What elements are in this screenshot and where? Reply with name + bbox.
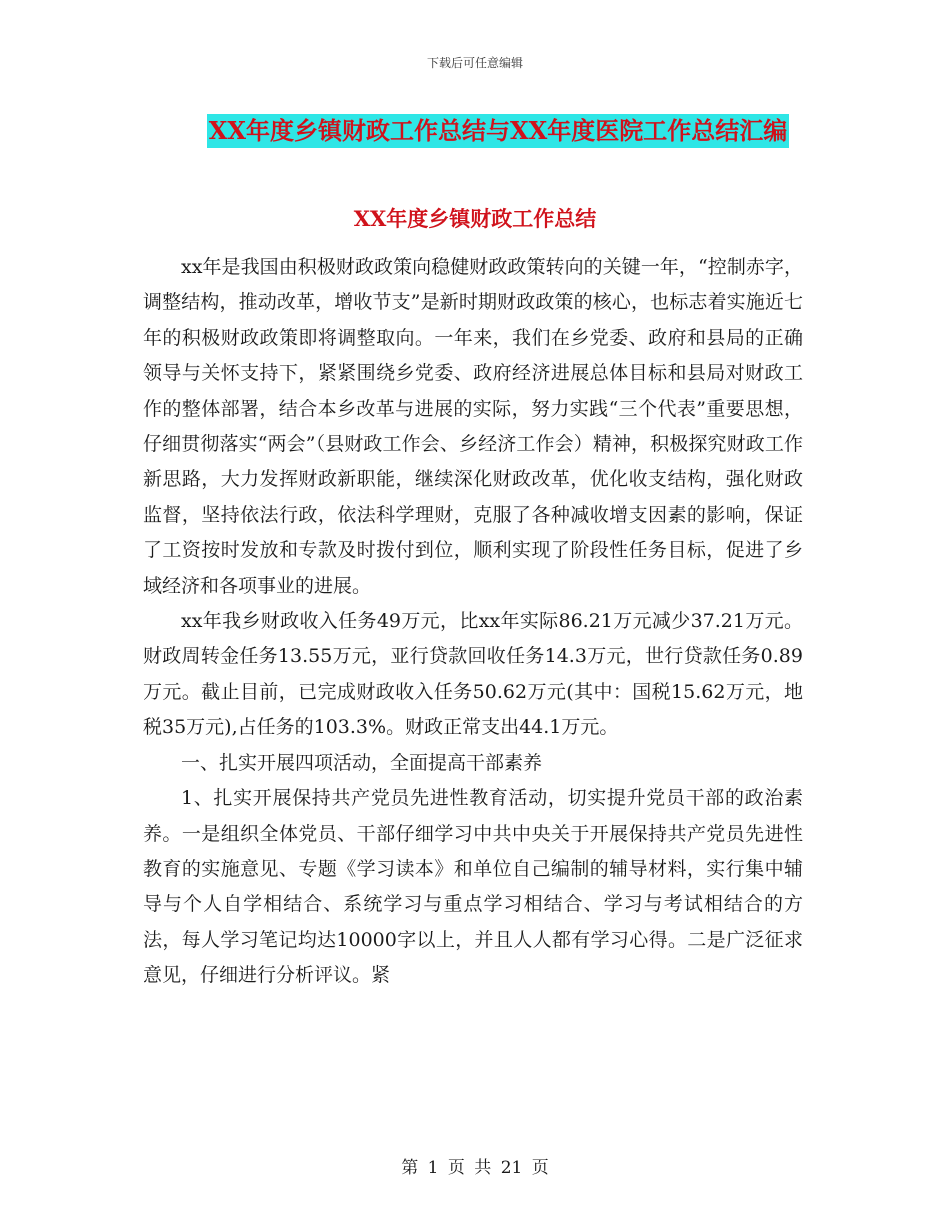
section-title: XX年度乡镇财政工作总结 — [353, 206, 597, 231]
doc-title-wrap — [0, 114, 950, 148]
paragraph: 1、扎实开展保持共产党员先进性教育活动，切实提升党员干部的政治素养。一是组织全体党员、干部仔细学习中共中央关于开展保持共产党员先进性教育的实施意见、专题《学习读本》和单位自己编制的辅导材料，实行集中辅导与个人自学相结合、系统学习与重点学习相结合、学习与考试相结合的方法，每人学习笔记均达10000字以上，并且人人都有学习心得。二是广泛征求意见，仔细进行分析评议。紧 — [143, 787, 803, 987]
document-title: XX年度乡镇财政工作总结与XX年度医院工作总结汇编 — [207, 114, 789, 148]
paragraph-heading: 一、扎实开展四项活动，全面提高干部素养 — [181, 751, 543, 774]
header-note: 下载后可任意编辑 — [426, 56, 523, 70]
page-footer: 第 1 页 共 21 页 — [401, 1158, 549, 1178]
paragraph: xx年是我国由积极财政政策向稳健财政政策转向的关键一年，“控制赤字，调整结构，推动改革，增收节支”是新时期财政政策的核心，也标志着实施近七年的积极财政政策即将调整取向。一年来，我们在乡党委、政府和县局的正确领导与关怀支持下，紧紧围绕乡党委、政府经济进展总体目标和县局对财政工作的整体部署，结合本乡改革与进展的实际，努力实践“三个代表”重要思想，仔细贯彻落实“两会”（县财政工作会、乡经济工作会）精神，积极探究财政工作新思路，大力发挥财政新职能，继续深化财政改革，优化收支结构，强化财政监督，坚持依法行政，依法科学理财，克服了各种减收增支因素的影响，保证了工资按时发放和专款及时拨付到位，顺利实现了阶段性任务目标，促进了乡域经济和各项事业的进展。 — [143, 256, 803, 597]
body-text — [143, 250, 803, 994]
paragraph: xx年我乡财政收入任务49万元，比xx年实际86.21万元减少37.21万元。财政周转金任务13.55万元，亚行贷款回收任务14.3万元，世行贷款任务0.89万元。截止目前，已完成财政收入任务50.62万元(其中：国税15.62万元，地税35万元),占任务的103.3%。财政正常支出44.1万元。 — [143, 610, 803, 739]
